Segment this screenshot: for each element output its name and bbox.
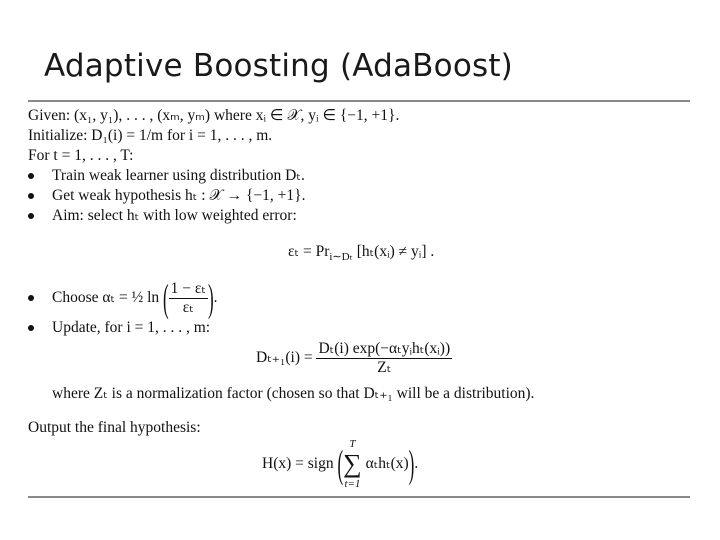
update-lhs: Dₜ₊₁(i) =	[256, 349, 317, 366]
final-equation: H(x) = sign ( T ∑ t=1 αₜhₜ(x)).	[262, 438, 419, 491]
sum-upper: T	[349, 438, 356, 451]
output-line: Output the final hypothesis:	[28, 419, 201, 436]
bullet-icon	[28, 193, 34, 199]
given-line: Given: (x₁, y₁), . . . , (xₘ, yₘ) where xᵢ ∈ 𝒳, yᵢ ∈ {−1, +1}.	[28, 107, 400, 124]
bullet-text: Train weak learner using distribution Dₜ.	[52, 167, 305, 184]
bullet-icon	[28, 325, 34, 331]
alpha-fraction	[169, 280, 208, 317]
alpha-denominator: εₜ	[182, 298, 194, 316]
error-equation	[288, 242, 434, 267]
ln-label: ln	[143, 289, 160, 306]
normalization-note: where Zₜ is a normalization factor (chosen so that Dₜ₊₁ will be a distribution).	[52, 385, 535, 402]
final-lhs: H(x) = sign	[262, 455, 334, 472]
bullet-icon	[28, 295, 34, 301]
loop-line: For t = 1, . . . , T:	[28, 147, 134, 164]
half-fraction: ½	[131, 289, 144, 306]
initialize-line: Initialize: D₁(i) = 1/m for i = 1, . . . , m.	[28, 127, 273, 144]
sum-body: αₜhₜ(x)	[365, 455, 409, 472]
sum-lower: t=1	[344, 478, 361, 491]
update-equation	[256, 338, 452, 378]
update-fraction	[316, 340, 452, 377]
update-line: Update, for i = 1, . . . , m:	[52, 319, 211, 336]
error-rhs: [hₜ(xᵢ) ≠ yᵢ] .	[356, 243, 435, 260]
slide-title: Adaptive Boosting (AdaBoost)	[44, 48, 513, 84]
error-subscript: i∼Dₜ	[329, 251, 353, 264]
choose-prefix: Choose αₜ =	[52, 289, 132, 306]
bullet-text: Get weak hypothesis hₜ : 𝒳 → {−1, +1}.	[52, 187, 306, 204]
bullet-text: Aim: select hₜ with low weighted error:	[52, 207, 297, 224]
error-lhs: εₜ = Pr	[288, 243, 330, 260]
update-denominator: Zₜ	[377, 358, 392, 376]
bullet-icon	[28, 173, 34, 179]
sum-operator	[343, 437, 362, 491]
bottom-rule	[28, 496, 690, 498]
alpha-numerator: 1 − εₜ	[170, 279, 206, 297]
sigma-symbol: ∑	[343, 449, 362, 479]
algorithm-box	[28, 100, 692, 500]
update-numerator: Dₜ(i) exp(−αₜyᵢhₜ(xᵢ))	[318, 339, 451, 357]
bullet-icon	[28, 213, 34, 219]
choose-line: Choose αₜ = ½ ln ( $\frac{\text{1 − εₜ}}{\text{εₜ}}$ ).	[52, 276, 218, 321]
top-rule	[28, 100, 690, 102]
